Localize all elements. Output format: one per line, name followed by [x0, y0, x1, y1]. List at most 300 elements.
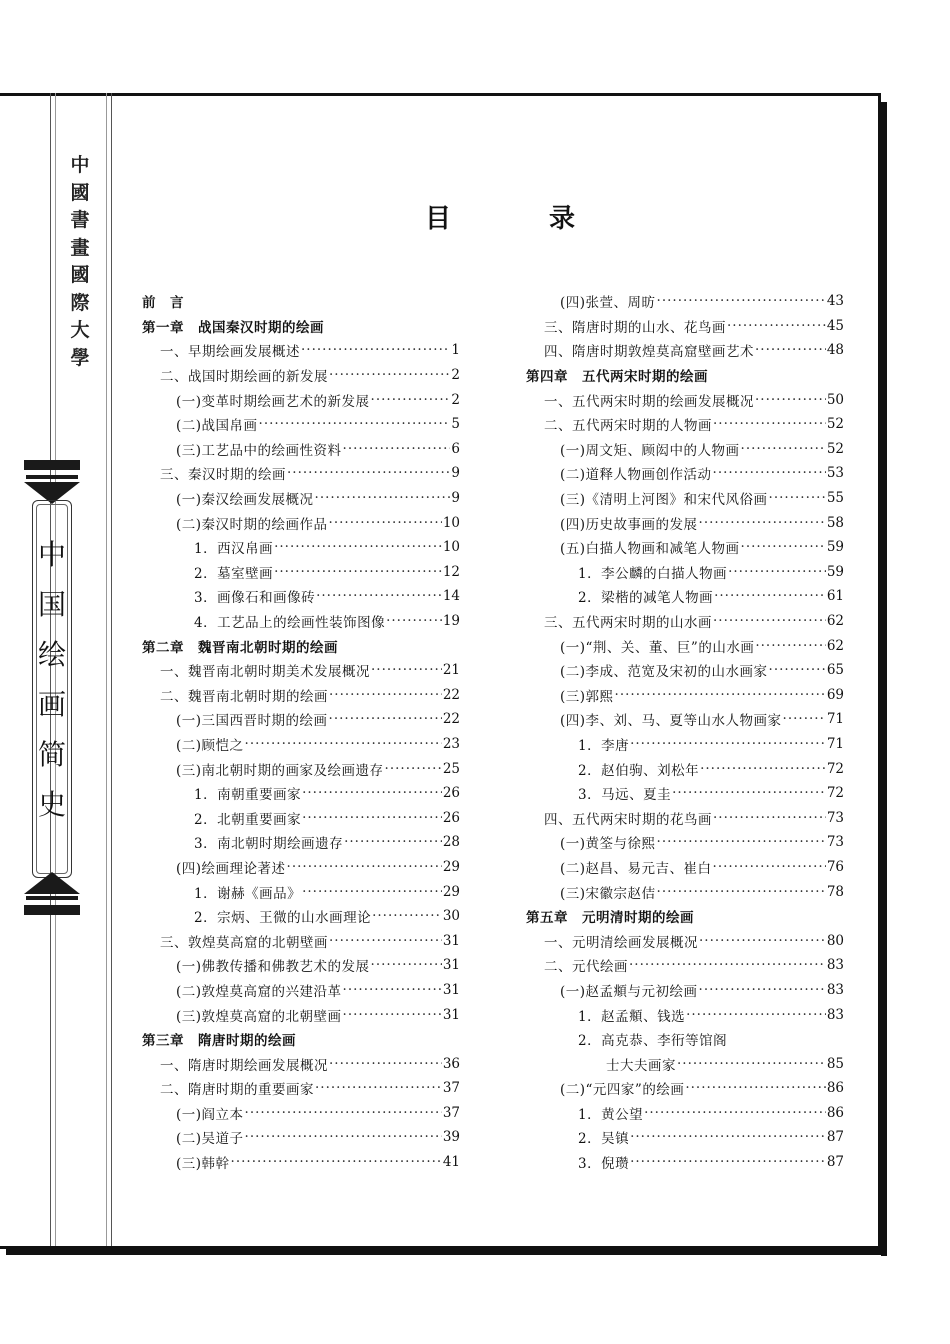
toc-entry: [526, 535, 844, 560]
toc-column-left: [142, 289, 460, 1174]
toc-entry: [526, 510, 844, 535]
toc-page-number: 71: [826, 711, 844, 728]
page-title-char: 目: [425, 204, 452, 234]
toc-entry: [526, 879, 844, 904]
toc-leader-dots: [700, 761, 826, 777]
toc-entry-title: 一、元明清绘画发展概况: [544, 934, 698, 951]
toc-entry-title: 3．马远、夏圭: [578, 787, 672, 804]
toc-entry: [142, 338, 460, 363]
toc-entry: [526, 732, 844, 757]
toc-leader-dots: [344, 834, 442, 850]
toc-leader-dots: [231, 1154, 442, 1170]
toc-leader-dots: [657, 293, 826, 309]
toc-leader-dots: [329, 687, 442, 703]
toc-leader-dots: [315, 490, 451, 506]
toc-chapter: [142, 633, 460, 658]
toc-page-number: 12: [442, 563, 460, 580]
toc-leader-dots: [755, 638, 825, 654]
toc-page-number: 31: [442, 957, 460, 974]
toc-page-number: 41: [442, 1154, 460, 1171]
toc-entry-title: (四)绘画理论著述: [176, 860, 286, 877]
toc-entry-title: 3．画像石和画像砖: [194, 590, 316, 607]
toc-page-number: 10: [442, 539, 460, 556]
toc-entry: [526, 1051, 844, 1076]
toc-entry-title: (五)白描人物画和减笔人物画: [560, 541, 740, 558]
toc-page-number: 31: [442, 932, 460, 949]
toc-page-number: 76: [826, 858, 844, 875]
toc-chapter: [142, 289, 460, 314]
toc-leader-dots: [245, 1129, 442, 1145]
toc-page-number: 69: [826, 686, 844, 703]
toc-entry-title: 三、隋唐时期的山水、花鸟画: [544, 319, 726, 336]
toc-chapter: [142, 1027, 460, 1052]
toc-entry-title: (三)韩幹: [176, 1156, 230, 1173]
toc-entry: [142, 363, 460, 388]
toc-entry-title: 2．北朝重要画家: [194, 811, 302, 828]
toc-page-number: 31: [442, 1006, 460, 1023]
toc-entry-title: 1．李唐: [578, 737, 630, 754]
toc-entry-title: 1．黄公望: [578, 1106, 644, 1123]
toc-column-right: [526, 289, 844, 1174]
toc-leader-dots: [727, 318, 826, 334]
toc-entry-title: (三)宋徽宗赵佶: [560, 885, 656, 902]
toc-leader-dots: [274, 539, 442, 555]
toc-entry: [142, 584, 460, 609]
toc-entry-title: 2．赵伯驹、刘松年: [578, 762, 700, 779]
toc-chapter: [142, 314, 460, 339]
toc-page-number: 43: [826, 293, 844, 310]
toc-page-number: 37: [442, 1080, 460, 1097]
toc-entry: [142, 781, 460, 806]
toc-leader-dots: [769, 662, 826, 678]
series-char: 中: [70, 154, 90, 176]
toc-entry-title: 2．墓室壁画: [194, 565, 274, 582]
toc-page-number: 72: [826, 785, 844, 802]
toc-entry: [526, 609, 844, 634]
toc-leader-dots: [769, 490, 826, 506]
toc-leader-dots: [615, 687, 826, 703]
toc-entry-title: (三)工艺品中的绘画性资料: [176, 442, 342, 459]
toc-leader-dots: [301, 342, 450, 358]
toc-entry: [526, 1125, 844, 1150]
toc-entry: [526, 830, 844, 855]
toc-leader-dots: [657, 884, 826, 900]
toc-page-number: 83: [826, 1006, 844, 1023]
toc-page-number: 86: [826, 1104, 844, 1121]
toc-leader-dots: [329, 367, 450, 383]
toc-entry-title: 4．工艺品上的绘画性装饰图像: [194, 615, 386, 632]
toc-entry: [526, 314, 844, 339]
toc-leader-dots: [259, 416, 451, 432]
book-title-char: 中: [37, 538, 66, 571]
toc-entry: [526, 805, 844, 830]
toc-entry-title: 3．南北朝时期绘画遗存: [194, 836, 344, 853]
toc-page-number: 30: [442, 908, 460, 925]
toc-leader-dots: [713, 416, 826, 432]
toc-leader-dots: [713, 810, 826, 826]
toc-entry-title: (二)赵昌、易元吉、崔白: [560, 860, 712, 877]
toc-leader-dots: [274, 564, 442, 580]
toc-page-number: 9: [451, 490, 460, 507]
toc-page-number: 28: [442, 834, 460, 851]
toc-entry-title: (三)《清明上河图》和宋代风俗画: [560, 492, 768, 509]
toc-entry-title: 三、秦汉时期的绘画: [160, 467, 286, 484]
toc-leader-dots: [329, 515, 442, 531]
toc-entry-title: (二)顾恺之: [176, 737, 244, 754]
toc-entry: [526, 412, 844, 437]
toc-entry: [142, 609, 460, 634]
book-title-char: 史: [37, 788, 66, 821]
toc-leader-dots: [302, 884, 442, 900]
spine-bar-bottom-thin: [26, 896, 78, 900]
toc-entry-title: 二、魏晋南北朝时期的绘画: [160, 688, 328, 705]
toc-entry-title: 四、隋唐时期敦煌莫高窟壁画艺术: [544, 344, 754, 361]
toc-entry: [526, 1150, 844, 1175]
toc-leader-dots: [755, 392, 826, 408]
toc-page-number: 9: [451, 465, 460, 482]
toc-page-number: 52: [826, 440, 844, 457]
book-title-char: 国: [37, 588, 66, 621]
toc-leader-dots: [713, 859, 826, 875]
toc-entry: [142, 953, 460, 978]
toc-entry-title: 1．南朝重要画家: [194, 787, 302, 804]
toc-leader-dots: [371, 662, 442, 678]
toc-entry-title: 三、五代两宋时期的山水画: [544, 615, 712, 632]
toc-page-number: 48: [826, 342, 844, 359]
toc-leader-dots: [343, 441, 451, 457]
toc-entry-title: (一)黄筌与徐熙: [560, 836, 656, 853]
toc-leader-dots: [783, 711, 826, 727]
series-char: 畫: [70, 236, 90, 259]
toc-leader-dots: [630, 1129, 826, 1145]
toc-entry: [526, 978, 844, 1003]
toc-leader-dots: [245, 1105, 442, 1121]
toc-page-number: 21: [442, 662, 460, 679]
toc-leader-dots: [329, 933, 442, 949]
toc-entry-title: 2．高克恭、李衎等馆阁: [578, 1033, 728, 1050]
toc-page-number: 62: [826, 613, 844, 630]
toc-entry: [142, 928, 460, 953]
toc-entry-title: (四)李、刘、马、夏等山水人物画家: [560, 713, 782, 730]
book-title-char: 绘: [37, 638, 66, 671]
toc-entry-title: 一、早期绘画发展概述: [160, 344, 300, 361]
toc-entry: [526, 338, 844, 363]
toc-leader-dots: [741, 441, 826, 457]
toc-entry-title: 一、魏晋南北朝时期美术发展概况: [160, 664, 370, 681]
toc-page-number: 78: [826, 883, 844, 900]
toc-leader-dots: [699, 933, 826, 949]
toc-leader-dots: [302, 785, 442, 801]
toc-leader-dots: [677, 1056, 826, 1072]
toc-page-number: 1: [451, 342, 460, 359]
series-char: 際: [70, 291, 90, 314]
toc-leader-dots: [372, 908, 442, 924]
toc-entry-title: 第四章 五代两宋时期的绘画: [526, 369, 708, 386]
toc-entry-title: (二)敦煌莫高窟的兴建沿革: [176, 983, 342, 1000]
toc-entry-title: 四、五代两宋时期的花鸟画: [544, 811, 712, 828]
toc-leader-dots: [316, 588, 442, 604]
toc-leader-dots: [329, 711, 442, 727]
toc-entry: [526, 1002, 844, 1027]
toc-entry: [526, 707, 844, 732]
toc-leader-dots: [287, 465, 450, 481]
toc-entry-title: (一)变革时期绘画艺术的新发展: [176, 393, 370, 410]
toc-page-number: 5: [451, 416, 460, 433]
toc-entry-title: 三、敦煌莫高窟的北朝壁画: [160, 934, 328, 951]
toc-entry-title: (三)郭熙: [560, 688, 614, 705]
toc-entry: [526, 1101, 844, 1126]
toc-entry-title: (二)吴道子: [176, 1131, 244, 1148]
toc-page-number: 25: [442, 760, 460, 777]
toc-entry-title: (一)阎立本: [176, 1106, 244, 1123]
toc-entry: [142, 1051, 460, 1076]
series-char: 學: [70, 346, 90, 369]
toc-page-number: 23: [442, 735, 460, 752]
toc-entry: [142, 756, 460, 781]
toc-leader-dots: [713, 613, 826, 629]
toc-entry-title: 3．倪瓒: [578, 1156, 630, 1173]
toc-page-number: 62: [826, 637, 844, 654]
toc-entry-title: (三)敦煌莫高窟的北朝壁画: [176, 1008, 342, 1025]
toc-entry-title: 第二章 魏晋南北朝时期的绘画: [142, 639, 338, 656]
toc-page-number: 19: [442, 613, 460, 630]
toc-leader-dots: [714, 588, 826, 604]
toc-entry: [142, 560, 460, 585]
toc-entry: [142, 486, 460, 511]
toc-entry: [142, 510, 460, 535]
toc-entry: [526, 658, 844, 683]
toc-entry: [142, 1150, 460, 1175]
toc-entry-title: 1．李公麟的白描人物画: [578, 565, 728, 582]
toc-page-number: 73: [826, 834, 844, 851]
toc-page-number: 53: [826, 465, 844, 482]
toc-entry-title: (二)“元四家”的绘画: [560, 1082, 685, 1099]
toc-entry-title: (三)南北朝时期的画家及绘画遗存: [176, 762, 384, 779]
toc-entry-title: 前 言: [142, 295, 184, 312]
toc-leader-dots: [699, 982, 826, 998]
toc-page-number: 61: [826, 588, 844, 605]
spine-bar-top: [24, 460, 80, 470]
toc-leader-dots: [728, 564, 826, 580]
toc-entry: [142, 1101, 460, 1126]
toc-entry: [142, 1076, 460, 1101]
toc-entry: [142, 1125, 460, 1150]
toc-leader-dots: [343, 982, 442, 998]
toc-leader-dots: [644, 1105, 826, 1121]
toc-entry-title: (四)历史故事画的发展: [560, 516, 698, 533]
toc-entry-title: 2．宗炳、王微的山水画理论: [194, 910, 372, 927]
toc-entry-title: 二、战国时期绘画的新发展: [160, 369, 328, 386]
toc-leader-dots: [672, 785, 826, 801]
toc-entry-title: 1．赵孟頫、钱选: [578, 1008, 686, 1025]
toc-entry-title: 二、五代两宋时期的人物画: [544, 418, 712, 435]
book-title: [32, 530, 72, 830]
toc-page-number: 65: [826, 662, 844, 679]
spine-bar-bottom: [24, 905, 80, 915]
toc-page-number: 10: [442, 514, 460, 531]
toc-entry-title: 第五章 元明清时期的绘画: [526, 910, 694, 927]
toc-page-number: 22: [442, 711, 460, 728]
toc-entry-title: (二)战国帛画: [176, 418, 258, 435]
toc-entry: [142, 904, 460, 929]
toc-leader-dots: [245, 736, 442, 752]
toc-entry-title: 1．谢赫《画品》: [194, 885, 302, 902]
toc-entry: [526, 928, 844, 953]
page-title-char: 录: [548, 204, 575, 234]
toc-entry: [142, 1002, 460, 1027]
toc-page-number: 58: [826, 514, 844, 531]
toc-page-number: 73: [826, 809, 844, 826]
toc-entry: [526, 855, 844, 880]
toc-entry: [142, 805, 460, 830]
toc-entry-title: 二、元代绘画: [544, 959, 628, 976]
toc-leader-dots: [657, 834, 826, 850]
toc-entry-title: (一)赵孟頫与元初绘画: [560, 983, 698, 1000]
toc-page-number: 45: [826, 317, 844, 334]
toc-entry: [142, 855, 460, 880]
toc-entry: [526, 683, 844, 708]
toc-entry: [526, 461, 844, 486]
toc-entry: [526, 486, 844, 511]
toc-entry: [526, 289, 844, 314]
toc-entry-title: 一、隋唐时期绘画发展概况: [160, 1057, 328, 1074]
toc-entry: [526, 387, 844, 412]
toc-entry-title: 第三章 隋唐时期的绘画: [142, 1033, 296, 1050]
toc-leader-dots: [302, 810, 442, 826]
toc-leader-dots: [315, 1080, 442, 1096]
toc-leader-dots: [386, 613, 442, 629]
toc-chapter: [526, 904, 844, 929]
toc-entry: [526, 584, 844, 609]
toc-page-number: 37: [442, 1104, 460, 1121]
toc-page-number: 26: [442, 785, 460, 802]
series-char: 國: [70, 181, 90, 204]
toc-entry: [142, 978, 460, 1003]
series-char: 大: [70, 319, 90, 341]
toc-page-number: 14: [442, 588, 460, 605]
toc-page-number: 26: [442, 809, 460, 826]
toc-page-number: 22: [442, 686, 460, 703]
toc-page-number: 55: [826, 490, 844, 507]
toc-leader-dots: [371, 392, 451, 408]
toc-leader-dots: [685, 1080, 825, 1096]
toc-leader-dots: [630, 736, 826, 752]
toc-entry: [142, 658, 460, 683]
series-char: 國: [70, 264, 90, 286]
toc-entry-title: (一)三国西晋时期的绘画: [176, 713, 328, 730]
toc-entry-title: (二)李成、范宽及宋初的山水画家: [560, 664, 768, 681]
toc-leader-dots: [713, 465, 826, 481]
toc-entry: [142, 830, 460, 855]
toc-entry-title: 一、五代两宋时期的绘画发展概况: [544, 393, 754, 410]
toc-leader-dots: [371, 957, 442, 973]
toc-leader-dots: [686, 1007, 826, 1023]
toc-entry-title: (一)“荆、关、董、巨”的山水画: [560, 639, 755, 656]
toc-leader-dots: [741, 539, 826, 555]
toc-entry: [526, 633, 844, 658]
toc-page-number: 83: [826, 957, 844, 974]
toc-entry: [526, 1027, 844, 1052]
toc-entry-title: 二、隋唐时期的重要画家: [160, 1082, 314, 1099]
book-title-char: 画: [37, 688, 66, 721]
toc-page-number: 71: [826, 735, 844, 752]
toc-leader-dots: [699, 515, 826, 531]
toc-entry: [526, 1076, 844, 1101]
toc-entry: [142, 707, 460, 732]
toc-page-number: 2: [451, 367, 460, 384]
toc-entry: [526, 560, 844, 585]
toc-leader-dots: [287, 859, 442, 875]
toc-entry: [142, 535, 460, 560]
spine-ornament-bottom: [24, 872, 80, 894]
toc-entry: [142, 879, 460, 904]
spine-bar-top-thin: [26, 475, 78, 479]
book-title-char: 简: [37, 738, 66, 771]
series-char: 書: [70, 209, 90, 231]
toc-entry: [142, 461, 460, 486]
toc-entry-title: (一)周文矩、顾闳中的人物画: [560, 442, 740, 459]
toc-page-number: 80: [826, 932, 844, 949]
toc-page-number: 29: [442, 883, 460, 900]
toc-page-number: 72: [826, 760, 844, 777]
toc-entry-title: 士大夫画家: [606, 1057, 676, 1074]
toc-entry: [526, 781, 844, 806]
toc-entry: [142, 732, 460, 757]
toc-leader-dots: [329, 1056, 442, 1072]
toc-leader-dots: [343, 1007, 442, 1023]
toc-page-number: 59: [826, 539, 844, 556]
series-title: [60, 152, 100, 372]
page-title: [425, 198, 575, 235]
toc-chapter: [526, 363, 844, 388]
toc-page-number: 87: [826, 1129, 844, 1146]
toc-page-number: 83: [826, 981, 844, 998]
toc-leader-dots: [629, 957, 826, 973]
toc-entry-title: 1．西汉帛画: [194, 541, 274, 558]
toc-entry-title: (一)佛教传播和佛教艺术的发展: [176, 959, 370, 976]
toc-page-number: 50: [826, 391, 844, 408]
toc-leader-dots: [755, 342, 826, 358]
toc-page-number: 2: [451, 391, 460, 408]
toc-entry-title: (一)秦汉绘画发展概况: [176, 492, 314, 509]
toc-entry: [142, 412, 460, 437]
toc-entry-title: (四)张萱、周昉: [560, 295, 656, 312]
toc-entry: [142, 683, 460, 708]
toc-entry-title: 2．吴镇: [578, 1131, 630, 1148]
toc-page-number: 87: [826, 1154, 844, 1171]
toc-entry-title: (二)秦汉时期的绘画作品: [176, 516, 328, 533]
toc-entry: [526, 437, 844, 462]
toc-entry: [526, 953, 844, 978]
toc-page-number: 39: [442, 1129, 460, 1146]
toc-page-number: 6: [451, 440, 460, 457]
toc-page-number: 59: [826, 563, 844, 580]
toc-entry: [142, 387, 460, 412]
toc-page-number: 29: [442, 858, 460, 875]
toc-entry: [142, 437, 460, 462]
toc-entry-title: 2．梁楷的减笔人物画: [578, 590, 714, 607]
toc-entry-title: 第一章 战国秦汉时期的绘画: [142, 319, 324, 336]
toc-page-number: 86: [826, 1080, 844, 1097]
toc-page-number: 52: [826, 416, 844, 433]
toc-entry: [526, 756, 844, 781]
toc-page-number: 31: [442, 981, 460, 998]
toc-page-number: 36: [442, 1055, 460, 1072]
toc-leader-dots: [630, 1154, 826, 1170]
toc-entry-title: (二)道释人物画创作活动: [560, 467, 712, 484]
toc-page-number: 85: [826, 1055, 844, 1072]
toc-leader-dots: [385, 761, 442, 777]
